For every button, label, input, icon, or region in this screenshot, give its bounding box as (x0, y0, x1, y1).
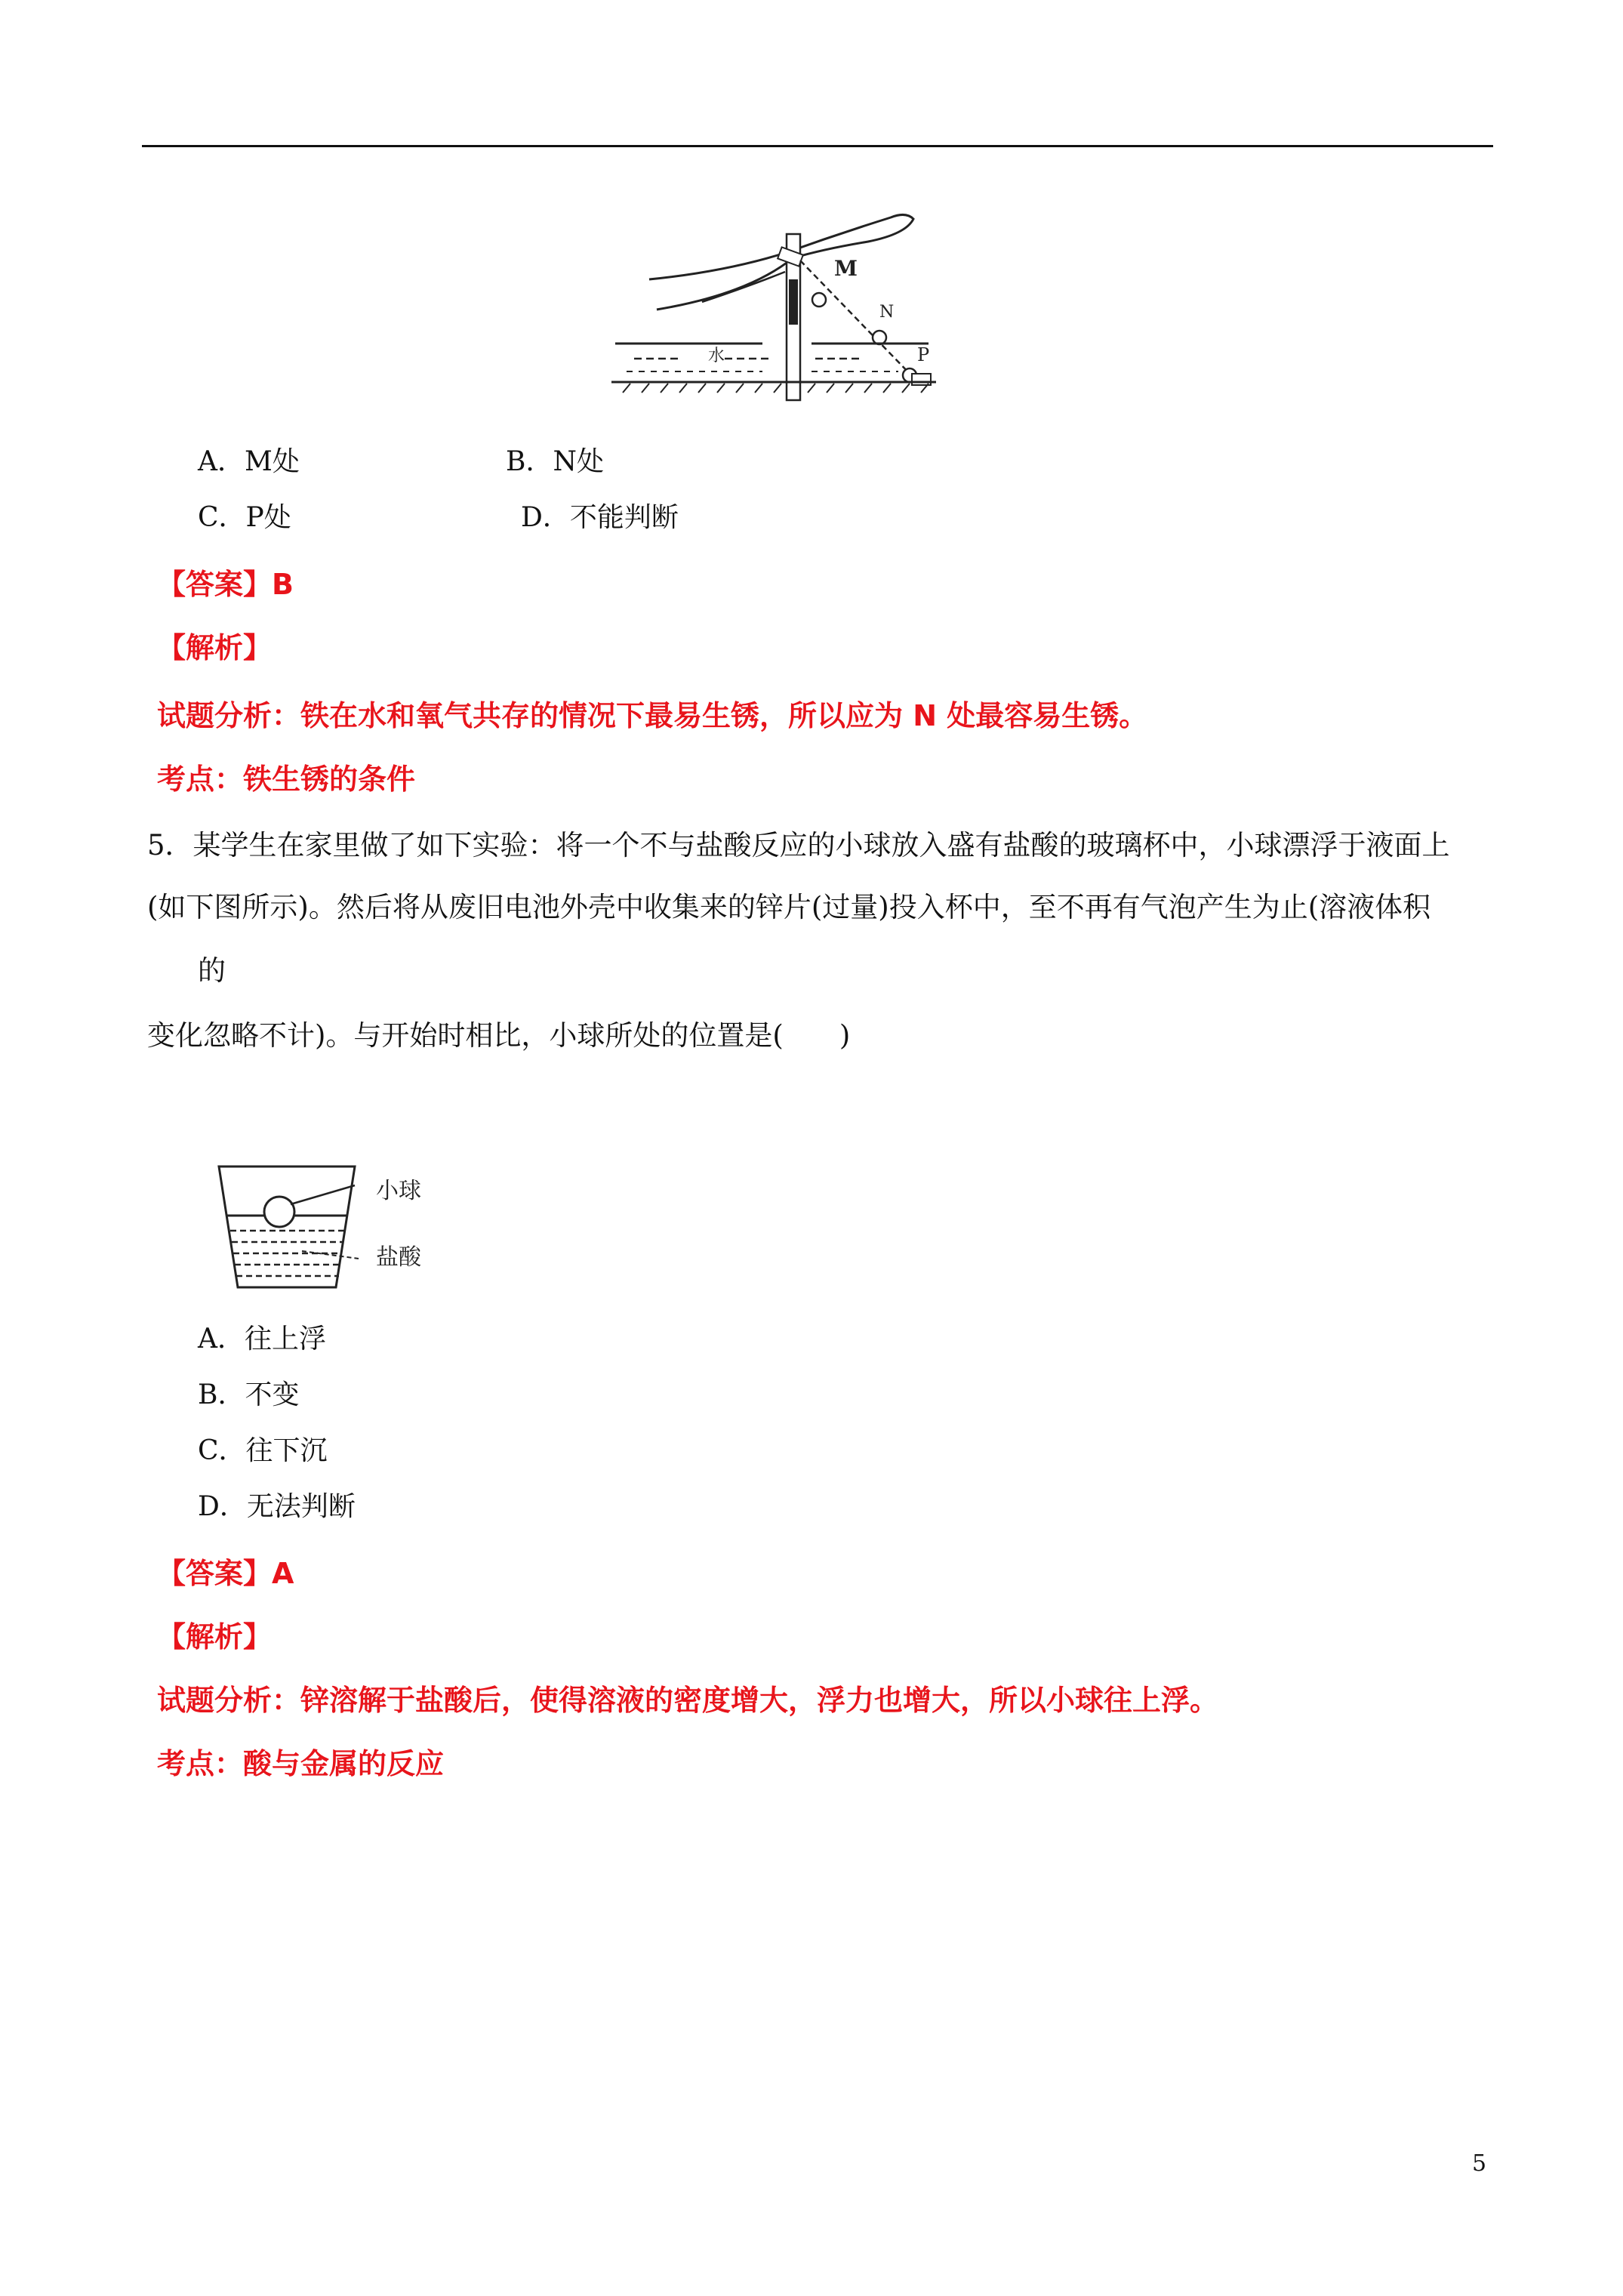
q5-analysis-text: 试题分析：锌溶解于盐酸后，使得溶液的密度增大，浮力也增大，所以小球往上浮。 (157, 1684, 1219, 1717)
q5-answer: 【答案】A (157, 1557, 294, 1590)
label-acid: 盐酸 (376, 1244, 421, 1271)
q5-line-3: 的 (198, 954, 226, 987)
label-p: P (917, 344, 930, 365)
beaker-figure (211, 1151, 483, 1302)
label-m: M (834, 256, 858, 281)
q5-option-b: B．不变 (198, 1379, 300, 1410)
q5-line-2: (如下图所示)。然后将从废旧电池外壳中收集来的锌片(过量)投入杯中，至不再有气泡产生为止(溶液体积 (147, 891, 1431, 923)
q4-analysis-heading: 【解析】 (157, 631, 273, 664)
q5-option-c: C．往下沉 (198, 1435, 328, 1466)
q5-analysis-heading: 【解析】 (157, 1620, 273, 1653)
label-n: N (879, 303, 895, 322)
q4-kaodian: 考点：铁生锈的条件 (157, 763, 416, 796)
page-number: 5 (1472, 2150, 1487, 2177)
q4-analysis-text: 试题分析：铁在水和氧气共存的情况下最易生锈，所以应为 N 处最容易生锈。 (157, 699, 1148, 732)
q5-line-1: 5．某学生在家里做了如下实验：将一个不与盐酸反应的小球放入盛有盐酸的玻璃杯中，小球漂浮于液面上 (147, 829, 1450, 861)
q4-option-a: A．M处 (198, 446, 300, 477)
q5-line-4: 变化忽略不计)。与开始时相比，小球所处的位置是( ) (147, 1019, 851, 1052)
q4-option-b: B．N处 (506, 446, 604, 477)
q5-kaodian: 考点：酸与金属的反应 (157, 1747, 445, 1780)
q5-option-a: A．往上浮 (198, 1324, 326, 1354)
q4-answer: 【答案】B (157, 568, 294, 601)
q4-option-c: C．P处 (198, 502, 291, 533)
q5-option-d: D．无法判断 (198, 1491, 356, 1522)
header-rule (142, 145, 1493, 147)
label-ball: 小球 (376, 1178, 421, 1204)
rust-experiment-figure (611, 189, 936, 415)
label-water: 水 (708, 347, 725, 365)
q4-option-d: D．不能判断 (521, 502, 679, 533)
